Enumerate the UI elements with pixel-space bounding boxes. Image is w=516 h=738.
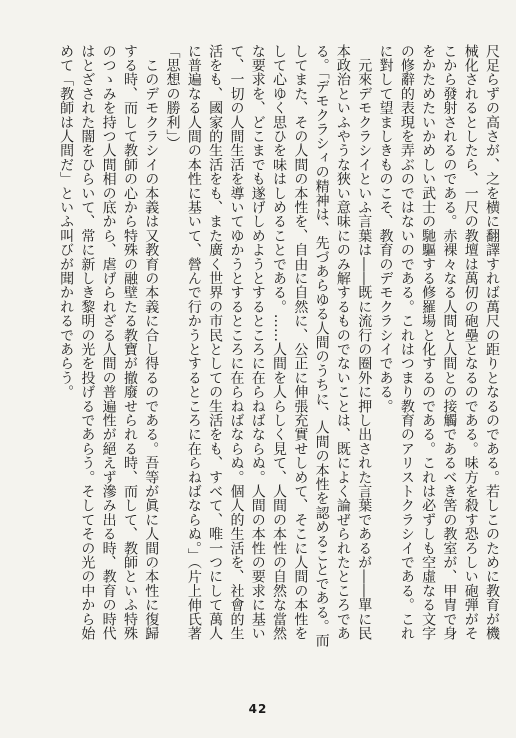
paragraph-1: 尺足らずの高さが、之を横に翻譯すれば萬尺の距りとなるのである。若しこのために教育が機械化されるとしたら、一尺の教壇は萬仞の砲壘となるのである。味方を殺す恐ろしい砲弾がそこから發射されるのである。赤裸々なる人間と人間との接觸であるべき筈の教室が、甲冑で身をかためたいかめしい武士の馳驅する修羅場と化するのである。これは必ずしも空虛なる文字の修辭的表現を弄ぶのではないのである。これはつまり教育のアリストクラシイである。これに對して望ましきものこそ、教育のデモクラシイである。 [377,44,500,641]
page-number: 42 [248,702,268,716]
paragraph-2: 元來デモクラシイといふ言葉は――既に流行の圈外に押し出された言葉であるが――單に民本政治といふやうな狹い意味にのみ解するものでないことは、既によく論ぜられたところである。「デモクラシィの精神は、先づあらゆる人間のうちに、人間の本性を認めることである。而してまた、その人間の本性を、自由に自然に、公正に伸張充實せしめて、そこに人間の本性をして心ゆく思ひを味はしめることである。……人間を人らしく見て、人間の本性の自然な當然な要求を、どこまでも遂げしめようとするところに在らねばならぬ。人間の本性の要求に基いて、一切の人間生活を導いてゆかうとするところに在らねばならぬ。個人的生活を、社會的生活をも、國家的生活をも、また廣く世界の市民としての生活をも、すべて、唯一つにして萬人に普遍なる人間の本性に基いて、營んで行かうとするところに在らねばならぬ。」（片上伸氏著「思想の勝利」） [164,44,373,648]
vertical-text-body [14,44,502,654]
paragraph-3: このデモクラシイの本義は又教育の本義に合し得るのである。吾等が眞に人間の本性に復歸する時、而して教師の心から特殊の融壁たる教寶が撤廢せられる時、而して、教師といふ特殊のつゝみを持つ人間相の底から、虐げられざる人間の普遍性が絕えず滲み出る時、教育の時代はとざされた闇をひらいて、常に新しき黎明の光を投げるであらう。そしてその光の中から始めて「教師は人間だ」といふ叫びが聞かれるであらう。 [58,44,160,641]
